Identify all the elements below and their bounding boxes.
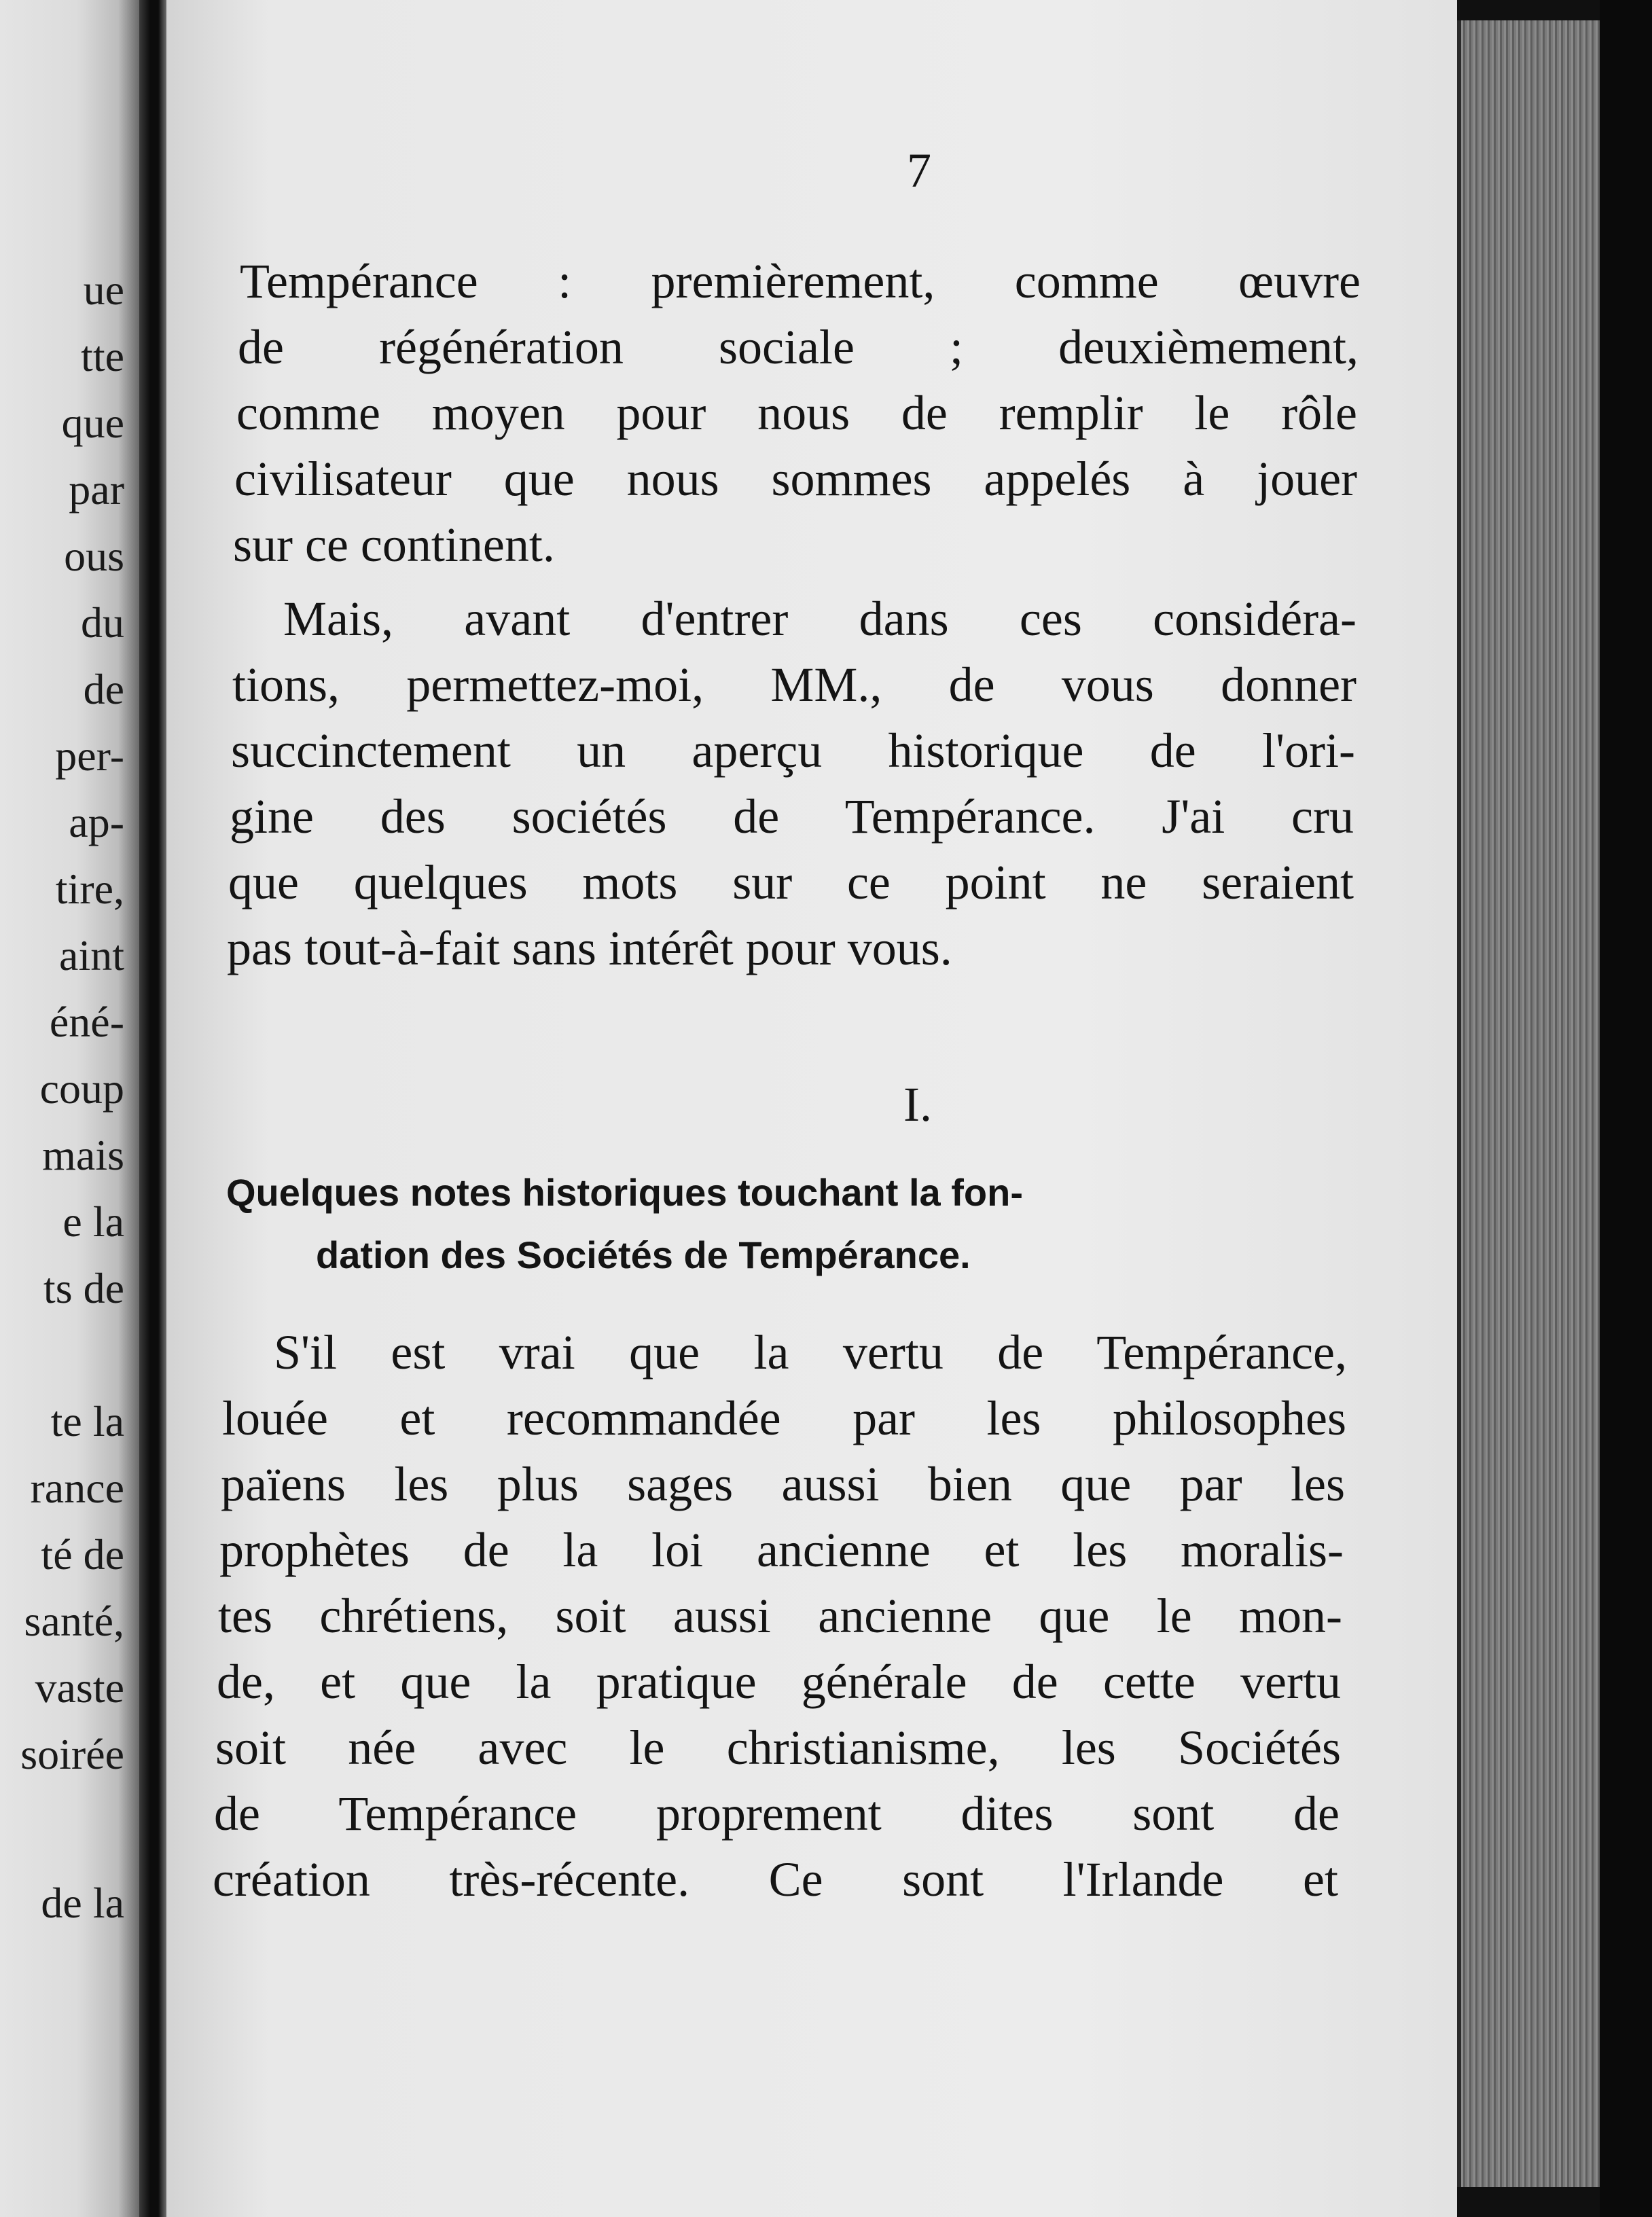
left-line: vaste [35, 1663, 124, 1712]
left-line: rance [30, 1464, 124, 1512]
text-line: civilisateur que nous sommes appelés à jouer [234, 452, 1357, 506]
text-line: création très-récente. Ce sont l'Irlande et [213, 1852, 1338, 1907]
book-gutter [139, 0, 166, 2217]
section-title: Quelques notes historiques touchant la fon- [226, 1171, 1023, 1214]
left-line: té de [41, 1530, 124, 1579]
text-line: païens les plus sages aussi bien que par les [221, 1457, 1345, 1511]
text-line: soit née avec le christianisme, les Sociétés [215, 1720, 1341, 1775]
left-line: tte [81, 332, 124, 380]
page-edges [1457, 20, 1604, 2187]
text-line: Tempérance : premièrement, comme œuvre [240, 254, 1361, 308]
text-line: louée et recommandée par les philosophes [222, 1391, 1346, 1445]
page-number: 7 [907, 143, 931, 198]
left-line: de [83, 665, 124, 713]
text-line: gine des sociétés de Tempérance. J'ai cru [230, 789, 1354, 844]
text-line: pas tout-à-fait sans intérêt pour vous. [227, 921, 952, 975]
left-line: aint [59, 931, 124, 979]
book-page [166, 0, 1457, 2217]
left-line: ap- [69, 798, 124, 846]
left-line: coup [39, 1064, 124, 1113]
left-line: éné- [49, 998, 124, 1046]
left-line: soirée [20, 1730, 124, 1778]
left-page-fragment [0, 0, 139, 2217]
left-line: du [81, 598, 124, 647]
left-line: santé, [24, 1597, 124, 1645]
text-line: prophètes de la loi ancienne et les moralis- [219, 1523, 1344, 1577]
left-line: te la [50, 1397, 124, 1445]
text-line: Mais, avant d'entrer dans ces considéra- [283, 592, 1357, 646]
left-line: par [69, 465, 124, 513]
left-line: per- [55, 732, 124, 780]
text-line: sur ce continent. [233, 518, 555, 572]
left-line: que [61, 399, 124, 447]
text-line: tes chrétiens, soit aussi ancienne que le mon- [218, 1589, 1342, 1643]
text-line: de Tempérance proprement dites sont de [214, 1786, 1340, 1841]
text-line: S'il est vrai que la vertu de Tempérance, [274, 1325, 1347, 1380]
text-line: de régénération sociale ; deuxièmement, [238, 320, 1359, 374]
section-title: dation des Sociétés de Tempérance. [316, 1233, 971, 1276]
text-line: succinctement un aperçu historique de l'ori- [231, 723, 1355, 778]
left-line: e la [62, 1197, 124, 1246]
scan-border [1600, 0, 1652, 2217]
section-number: I. [903, 1077, 932, 1132]
left-line: ts de [43, 1264, 124, 1312]
left-line: ue [83, 266, 124, 314]
left-line: tire, [55, 865, 124, 913]
text-line: que quelques mots sur ce point ne seraient [228, 855, 1354, 909]
left-line: ous [64, 532, 124, 580]
left-line: mais [42, 1131, 124, 1179]
text-line: tions, permettez-moi, MM., de vous donner [232, 657, 1357, 712]
text-line: comme moyen pour nous de remplir le rôle [236, 386, 1357, 440]
text-line: de, et que la pratique générale de cette vertu [217, 1655, 1341, 1709]
left-line: de la [41, 1879, 124, 1927]
